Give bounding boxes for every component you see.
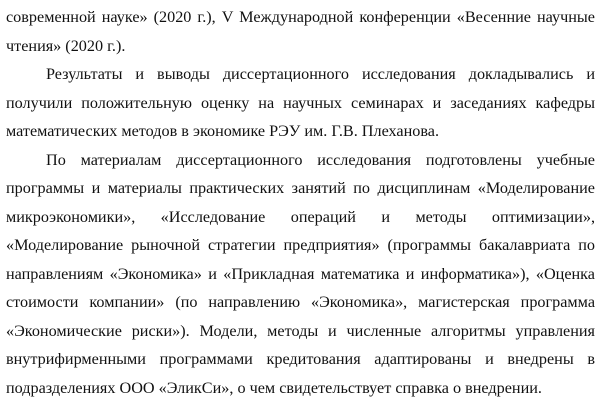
paragraph-curricula: По материалам диссертационного исследования подготовлены учебные программы и материалы практических занятий по дисциплинам «Моделирование микроэкономики», «Исследование операций и методы оптимизации», «Моделирование рыночной стратегии предприятия» (программы бакалавриата по направлениям «Экономика» и «Прикладная математика и информатика»), «Оценка стоимости компании» (по направлению «Экономика», магистерская программа «Экономические риски»). Модели, методы и численные алгоритмы управления внутрифирменными программами кредитования адаптированы и внедрены в подразделениях ООО «ЭликСи», о чем свидетельствует справка о внедрении. <box>6 150 595 397</box>
paragraph-results-reported: Результаты и выводы диссертационного исследования докладывались и получили положительную оценку на научных семинарах и заседаниях кафедры математических методов в экономике РЭУ им. Г.В. Плеханова. <box>6 65 595 140</box>
paragraph-continuation: современной науке» (2020 г.), V Международной конференции «Весенние научные чтения» (2020 г.). <box>6 8 595 55</box>
